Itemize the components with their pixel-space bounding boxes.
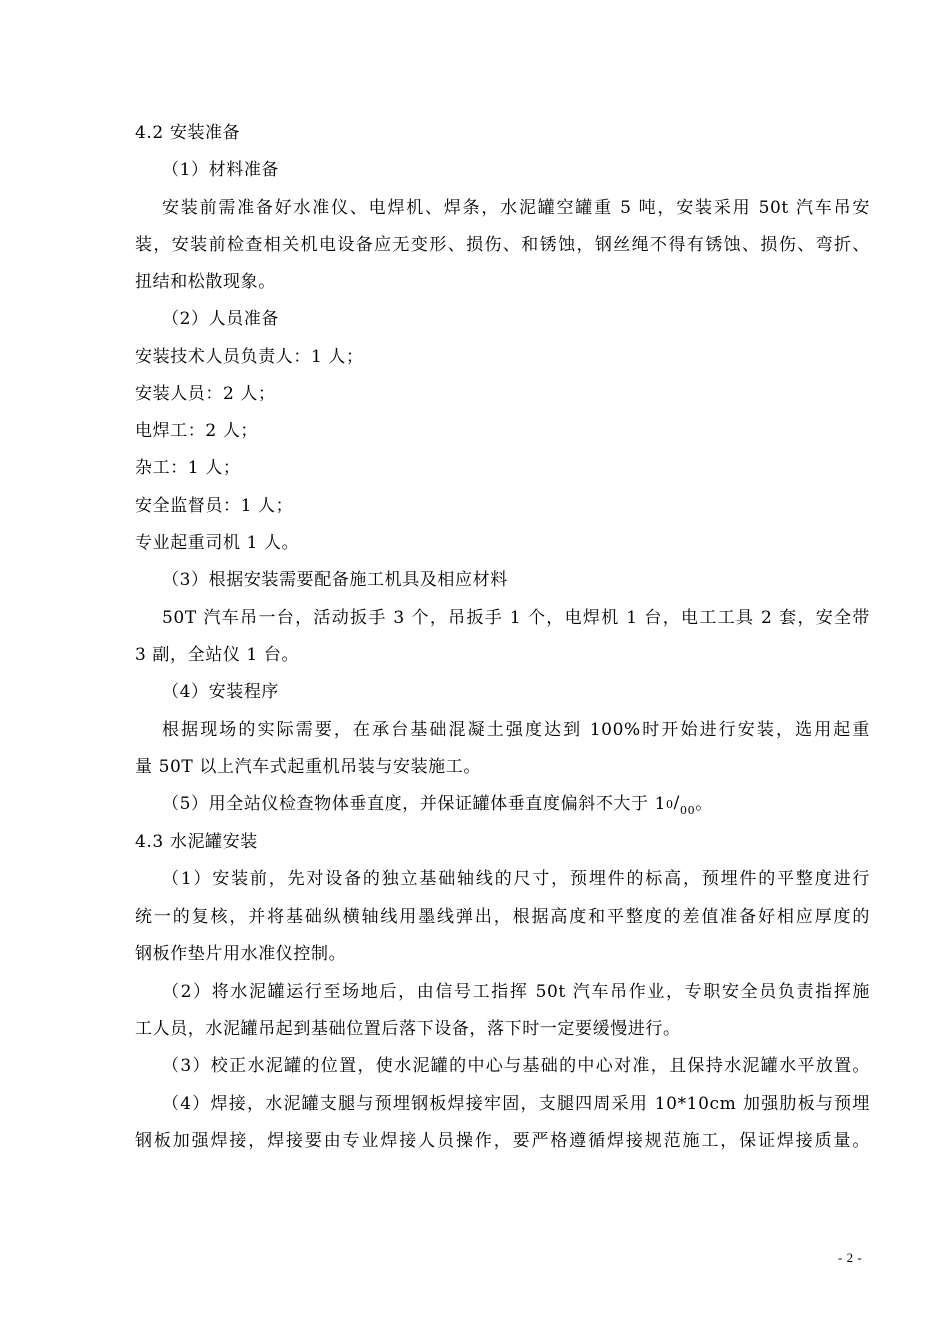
- paragraph-line: 3 副，全站仪 1 台。: [135, 645, 300, 665]
- paragraph-line-verticality: [162, 792, 713, 818]
- verticality-text: （5）用全站仪检查物体垂直度，并保证罐体垂直度偏斜不大于 1: [162, 794, 667, 814]
- section-heading-4-2: 4.2 安装准备: [135, 123, 241, 143]
- permille-period: 。: [695, 794, 713, 814]
- permille-slash: /: [673, 793, 680, 813]
- paragraph-line: 50T 汽车吊一台，活动扳手 3 个，吊扳手 1 个，电焊机 1 台，电工工具 2 套，安全带: [162, 608, 870, 628]
- subheading-procedure: （4）安装程序: [162, 682, 280, 702]
- permille-denominator: 00: [679, 804, 696, 817]
- list-item: 安装技术人员负责人：1 人；: [135, 347, 364, 367]
- subheading-equipment: （3）根据安装需要配备施工机具及相应材料: [162, 570, 508, 590]
- paragraph-line: 扭结和松散现象。: [135, 272, 276, 292]
- paragraph-line: 统一的复核，并将基础纵横轴线用墨线弹出，根据高度和平整度的差值准备好相应厚度的: [135, 907, 870, 927]
- paragraph-line: （4）焊接，水泥罐支腿与预埋钢板焊接牢固，支腿四周采用 10*10cm 加强肋板与预埋: [162, 1094, 870, 1114]
- permille-numerator: 0: [666, 798, 674, 811]
- subheading-personnel: （2）人员准备: [162, 309, 280, 329]
- paragraph-line: 量 50T 以上汽车式起重机吊装与安装施工。: [135, 757, 481, 777]
- paragraph-line: 钢板加强焊接，焊接要由专业焊接人员操作，要严格遵循焊接规范施工，保证焊接质量。: [135, 1131, 870, 1151]
- list-item: 安全监督员：1 人；: [135, 496, 294, 516]
- paragraph-line: 工人员，水泥罐吊起到基础位置后落下设备，落下时一定要缓慢进行。: [135, 1019, 681, 1039]
- list-item: 安装人员：2 人；: [135, 384, 276, 404]
- list-item: 杂工：1 人；: [135, 458, 241, 478]
- paragraph-line: （1）安装前，先对设备的独立基础轴线的尺寸，预埋件的标高，预埋件的平整度进行: [162, 869, 870, 889]
- paragraph-line: 安装前需准备好水准仪、电焊机、焊条，水泥罐空罐重 5 吨，安装采用 50t 汽车吊安: [162, 198, 870, 218]
- paragraph-line: 根据现场的实际需要，在承台基础混凝土强度达到 100%时开始进行安装，选用起重: [162, 720, 870, 740]
- subheading-materials: （1）材料准备: [162, 160, 280, 180]
- list-item: 专业起重司机 1 人。: [135, 533, 300, 553]
- section-heading-4-3: 4.3 水泥罐安装: [135, 832, 258, 852]
- page-number: - 2 -: [838, 1250, 863, 1265]
- list-item: 电焊工：2 人；: [135, 421, 259, 441]
- paragraph-line: 装，安装前检查相关机电设备应无变形、损伤、和锈蚀，钢丝绳不得有锈蚀、损伤、弯折、: [135, 235, 870, 255]
- paragraph-line: 钢板作垫片用水准仪控制。: [135, 944, 347, 964]
- paragraph-line: （2）将水泥罐运行至场地后，由信号工指挥 50t 汽车吊作业，专职安全员负责指挥施: [162, 982, 870, 1002]
- paragraph-line: （3）校正水泥罐的位置，使水泥罐的中心与基础的中心对准，且保持水泥罐水平放置。: [162, 1056, 870, 1076]
